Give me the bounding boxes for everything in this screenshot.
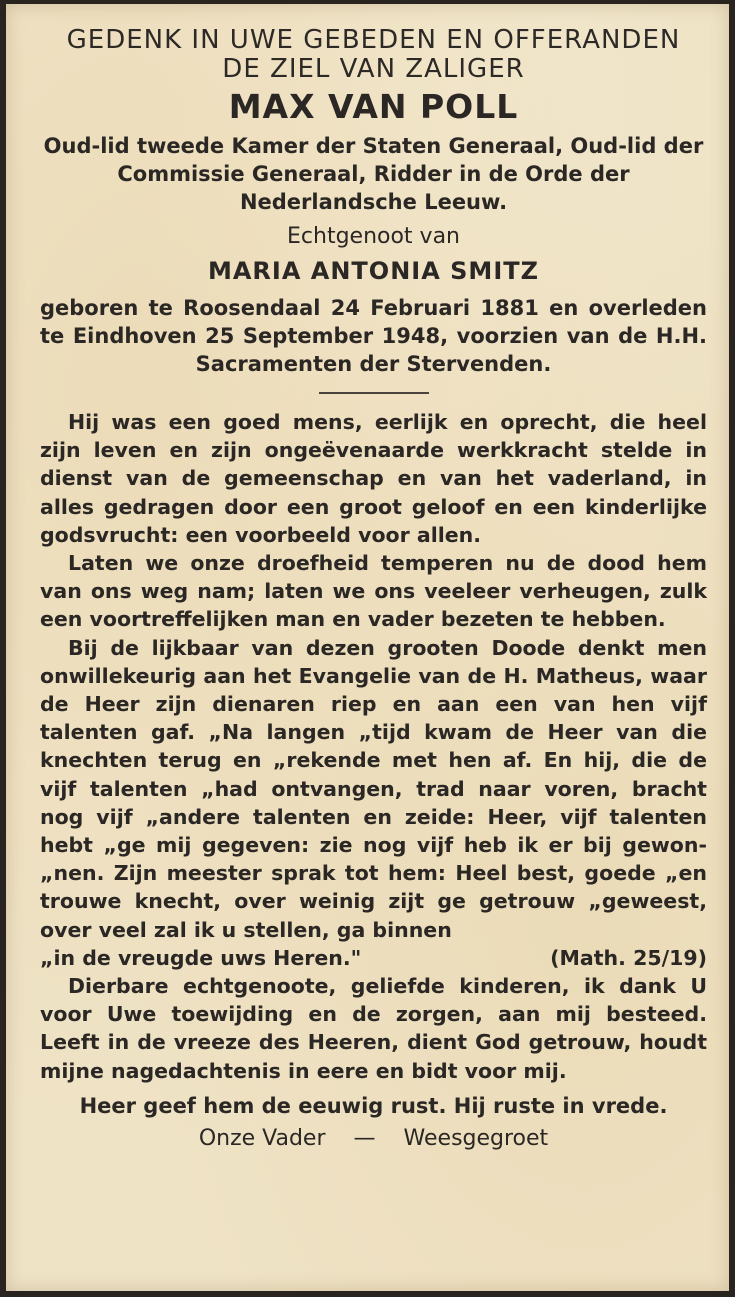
prayer-weesgegroet: Weesgegroet [403, 1125, 549, 1151]
paragraph-2: Laten we onze droefheid temperen nu de dood hem van ons weg nam; laten we ons veeleer verheugen, zulk een voortreffelijken man en vader bezeten te hebben. [40, 551, 707, 632]
spouse-label: Echtgenoot van [287, 224, 460, 249]
paragraph-1: Hij was een goed mens, eerlijk en oprecht, die heel zijn leven en zijn ongeëvenaarde werkkracht stelde in dienst van de gemeenschap en van het vaderland, in alles gedragen door een groot geloof en een kinderlijke godsvrucht: een voorbeeld voor allen. [40, 410, 707, 547]
memorial-card [6, 4, 729, 1291]
bible-reference: (Math. 25/19) [550, 945, 707, 970]
paragraph-3: Bij de lijkbaar van dezen grooten Doode denkt men onwillekeurig aan het Evangelie van de H. Matheus, waar de Heer zijn dienaren riep en aan een van hen vijf talenten gaf. „Na langen „tijd kwam de Heer van die knechten terug en „rekende met hen af. En hij, die de vijf talenten „had ontvangen, trad naar voren, bracht nog vijf „andere talenten en zeide: Heer, vijf talenten hebt „ge mij gegeven: zie nog vijf heb ik er bij gewon-„nen. Zijn meester sprak tot hem: Heel best, goede „en trouwe knecht, over weinig zijt ge getrouw „geweest, over veel zal ik u stellen, ga binnen [40, 635, 707, 942]
divider-rule [319, 392, 429, 394]
birth-death-dates: geboren te Roosendaal 24 Februari 1881 en overleden te Eindhoven 25 September 1948, voorzien van de H.H. Sacramenten der Stervenden. [40, 296, 707, 376]
prayer-separator: — [353, 1125, 376, 1151]
header-line-1: GEDENK IN UWE GEBEDEN EN OFFERANDEN [66, 25, 681, 55]
prayer-onze-vader: Onze Vader [198, 1125, 326, 1151]
prayers-line [40, 1123, 707, 1155]
quote-last-line: „in de vreugde uws Heren." [40, 945, 362, 970]
quote-end-line [40, 944, 707, 972]
closing-prayer: Heer geef hem de eeuwig rust. Hij ruste in vrede. [79, 1093, 668, 1118]
spouse-name: MARIA ANTONIA SMITZ [207, 257, 540, 285]
header-line-2: DE ZIEL VAN ZALIGER [222, 54, 525, 84]
deceased-titles: Oud-lid tweede Kamer der Staten Generaal, Oud-lid der Commissie Generaal, Ridder in de Orde der Nederlandsche Leeuw. [43, 134, 704, 214]
deceased-name: MAX VAN POLL [228, 87, 519, 126]
paragraph-4: Dierbare echtgenoote, geliefde kinderen, ik dank U voor Uwe toewijding en de zorgen, aan mij besteed. Leeft in de vreeze des Heeren, dient God getrouw, houdt mijne nagedachtenis in eere en bidt voor mij. [40, 974, 707, 1083]
